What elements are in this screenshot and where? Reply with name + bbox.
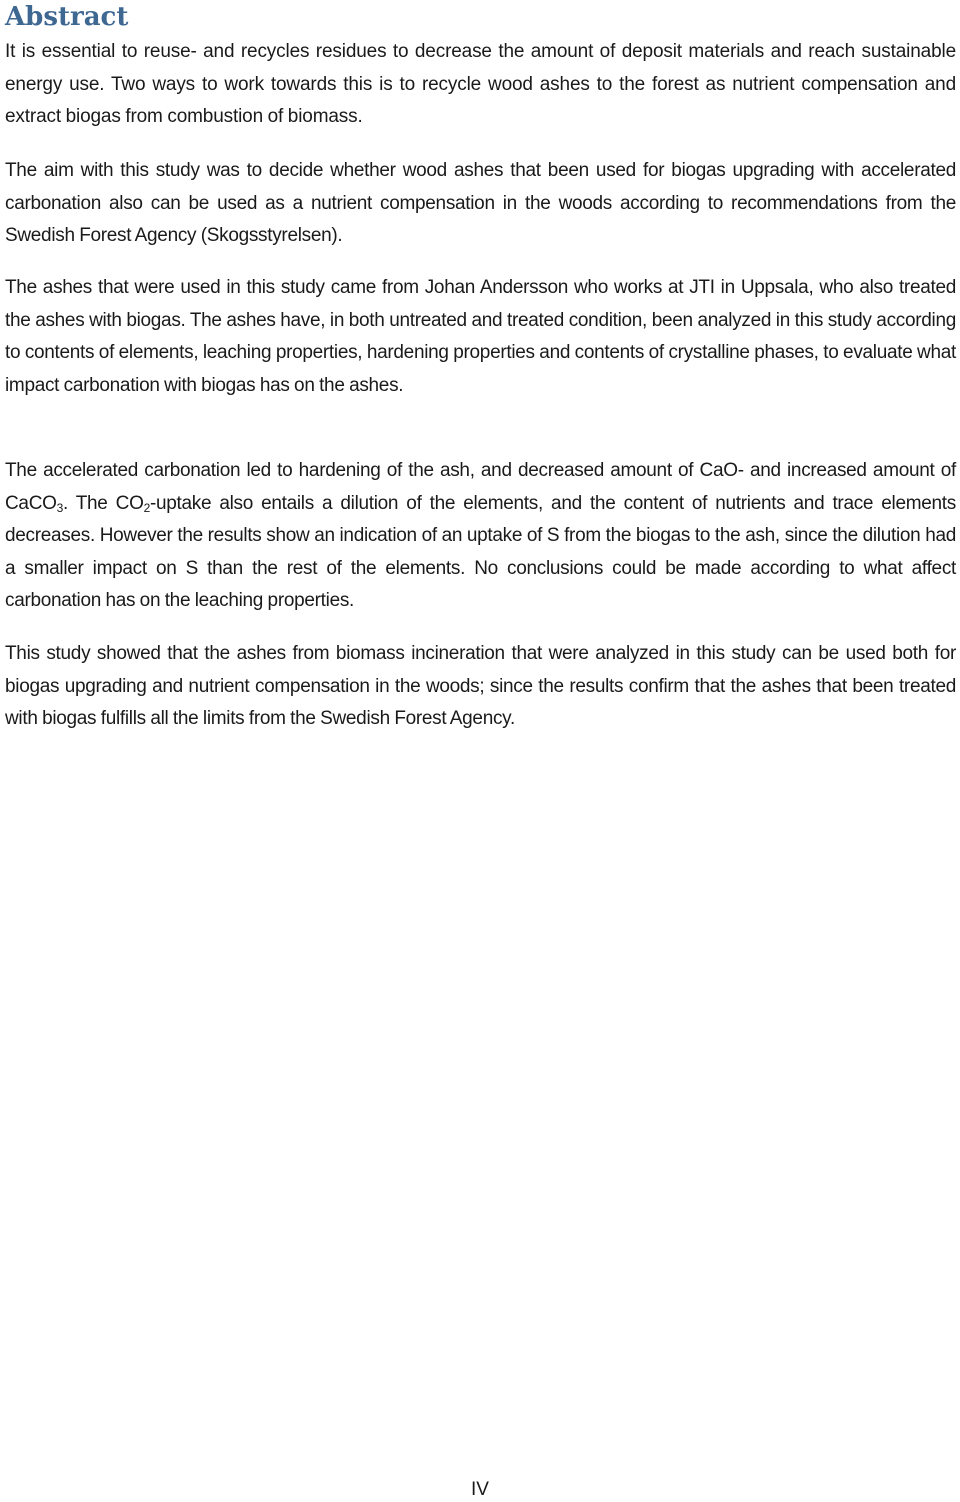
page-number: IV: [471, 1479, 489, 1500]
paragraph-results: [5, 455, 956, 618]
subscript-3: 3: [56, 500, 63, 515]
paragraph-method: The ashes that were used in this study came from Johan Andersson who works at JTI in Uppsala, who also treated the ashes with biogas. The ashes have, in both untreated and treated condition, been analyzed in this study according to contents of elements, leaching properties, hardening properties and contents of crystalline phases, to evaluate what impact carbonation with biogas has on the ashes.: [5, 277, 956, 396]
results-text-3: -uptake also entails a dilution of the elements, and the content of nutrients and trace elements decreases. However the results show an indication of an uptake of S from the biogas to the ash, since the dilution had a smaller impact on S than the rest of the elements. No conclusions could be made according to what affect carbonation has on the leaching properties.: [5, 492, 956, 611]
page-title: Abstract: [5, 2, 129, 32]
paragraph-aim: The aim with this study was to decide whether wood ashes that been used for biogas upgrading with accelerated carbonation also can be used as a nutrient compensation in the woods according to recommendations from the Swedish Forest Agency (Skogsstyrelsen).: [5, 160, 956, 246]
results-text-2: . The CO: [62, 492, 144, 514]
paragraph-intro: It is essential to reuse- and recycles residues to decrease the amount of deposit materials and reach sustainable energy use. Two ways to work towards this is to recycle wood ashes to the forest as nutrient compensation and extract biogas from combustion of biomass.: [5, 41, 956, 127]
subscript-2: 2: [143, 500, 150, 515]
results-text-1: The accelerated carbonation led to hardening of the ash, and decreased amount of CaO- and increased amount of CaCO: [5, 460, 956, 514]
paragraph-conclusion: This study showed that the ashes from biomass incineration that were analyzed in this study can be used both for biogas upgrading and nutrient compensation in the woods; since the results confirm that the ashes that been treated with biogas fulfills all the limits from the Swedish Forest Agency.: [5, 643, 956, 729]
